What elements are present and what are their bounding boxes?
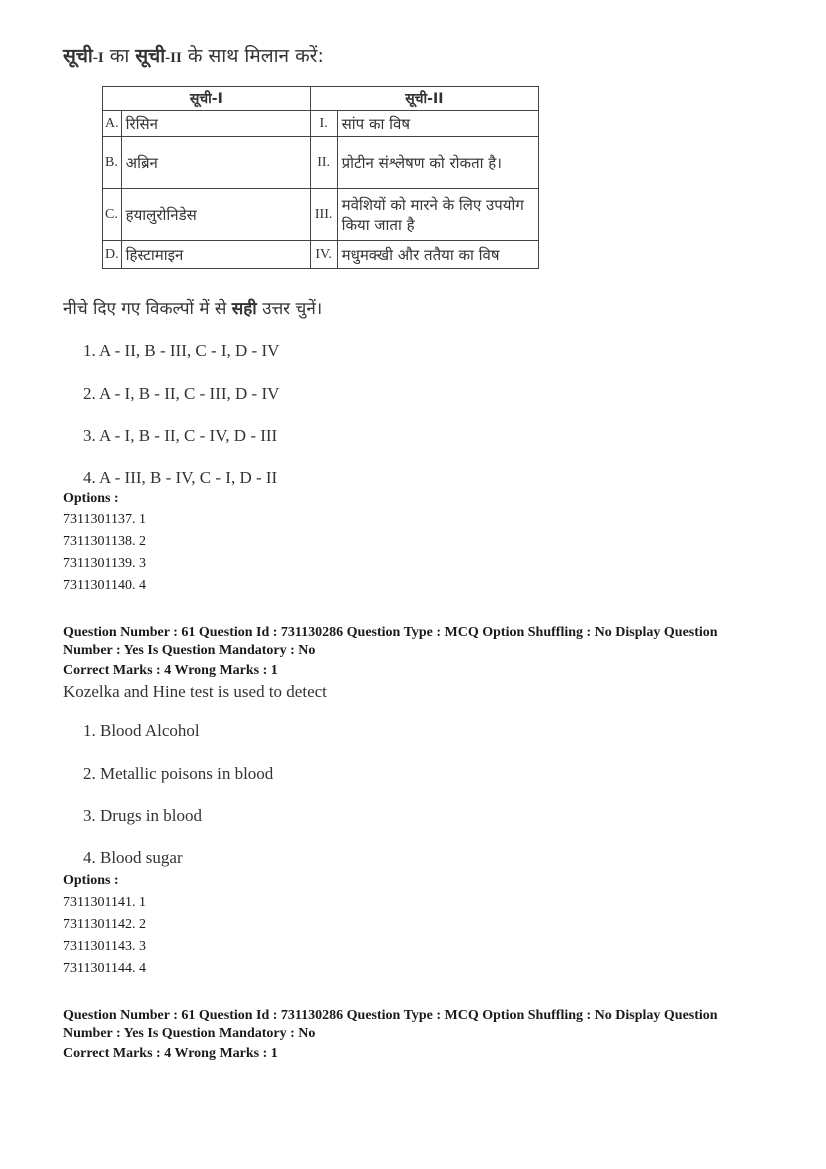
row-label-2: III.: [310, 189, 337, 241]
title-roman-1: -I: [92, 50, 104, 66]
row-label-2: I.: [310, 111, 337, 137]
title-word-2: सूची: [135, 45, 166, 67]
row-item-1: हिस्टामाइन: [121, 241, 310, 269]
table-row: [103, 241, 539, 269]
table-header-row: [103, 87, 539, 111]
choice-3: 3. Drugs in blood: [83, 806, 202, 825]
table-header-list-2: सूची-II: [310, 87, 538, 111]
choice-3: 3. A - I, B - II, C - IV, D - III: [83, 426, 278, 445]
option-id: 7311301142. 2: [63, 917, 146, 932]
option-id: 7311301137. 1: [63, 512, 146, 527]
choice-1: 1. Blood Alcohol: [83, 721, 200, 740]
choice-4: 4. A - III, B - IV, C - I, D - II: [83, 468, 278, 487]
title-roman-2: -II: [165, 50, 182, 66]
row-item-2: प्रोटीन संश्लेषण को रोकता है।: [337, 137, 538, 189]
question-meta: [63, 1007, 763, 1063]
row-item-1: अब्रिन: [121, 137, 310, 189]
option-id: 7311301140. 4: [63, 578, 146, 593]
row-item-2: मधुमक्खी और ततैया का विष: [337, 241, 538, 269]
choice-1: 1. A - II, B - III, C - I, D - IV: [83, 341, 280, 360]
row-label-1: A.: [103, 111, 122, 137]
meta-line-2: Number : Yes Is Question Mandatory : No: [63, 643, 316, 658]
row-label-1: D.: [103, 241, 122, 269]
option-id: 7311301138. 2: [63, 534, 146, 549]
match-table: [102, 86, 539, 269]
meta-line-1: Question Number : 61 Question Id : 731130286 Question Type : MCQ Option Shuffling : No Display Question: [63, 1008, 718, 1023]
option-id: 7311301144. 4: [63, 961, 146, 976]
row-item-2: सांप का विष: [337, 111, 538, 137]
options-label: Options :: [63, 873, 119, 888]
row-label-1: C.: [103, 189, 122, 241]
table-row: [103, 111, 539, 137]
choice-4: 4. Blood sugar: [83, 848, 183, 867]
row-item-2: मवेशियों को मारने के लिए उपयोग किया जाता है: [337, 189, 538, 241]
option-id: 7311301141. 1: [63, 895, 146, 910]
table-row: [103, 189, 539, 241]
title-suffix: के साथ मिलान करें:: [181, 45, 324, 67]
option-id: 7311301139. 3: [63, 556, 146, 571]
row-label-2: II.: [310, 137, 337, 189]
choose-instruction: नीचे दिए गए विकल्पों में से सही उत्तर चुनें।: [63, 299, 323, 319]
meta-line-3: Correct Marks : 4 Wrong Marks : 1: [63, 1046, 278, 1061]
question-title: [63, 42, 324, 68]
table-row: [103, 137, 539, 189]
question-text: Kozelka and Hine test is used to detect: [63, 682, 327, 701]
meta-line-2: Number : Yes Is Question Mandatory : No: [63, 1026, 316, 1041]
title-mid: का: [103, 45, 136, 67]
row-item-1: हयालुरोनिडेस: [121, 189, 310, 241]
meta-line-3: Correct Marks : 4 Wrong Marks : 1: [63, 663, 278, 678]
row-item-1: रिसिन: [121, 111, 310, 137]
options-label: Options :: [63, 491, 119, 506]
row-label-1: B.: [103, 137, 122, 189]
table-header-list-1: सूची-I: [103, 87, 311, 111]
row-label-2: IV.: [310, 241, 337, 269]
question-meta: [63, 624, 763, 680]
meta-line-1: Question Number : 61 Question Id : 731130286 Question Type : MCQ Option Shuffling : No Display Question: [63, 625, 718, 640]
title-word-1: सूची: [63, 45, 93, 67]
choice-2: 2. Metallic poisons in blood: [83, 764, 274, 783]
option-id: 7311301143. 3: [63, 939, 146, 954]
choice-2: 2. A - I, B - II, C - III, D - IV: [83, 384, 280, 403]
